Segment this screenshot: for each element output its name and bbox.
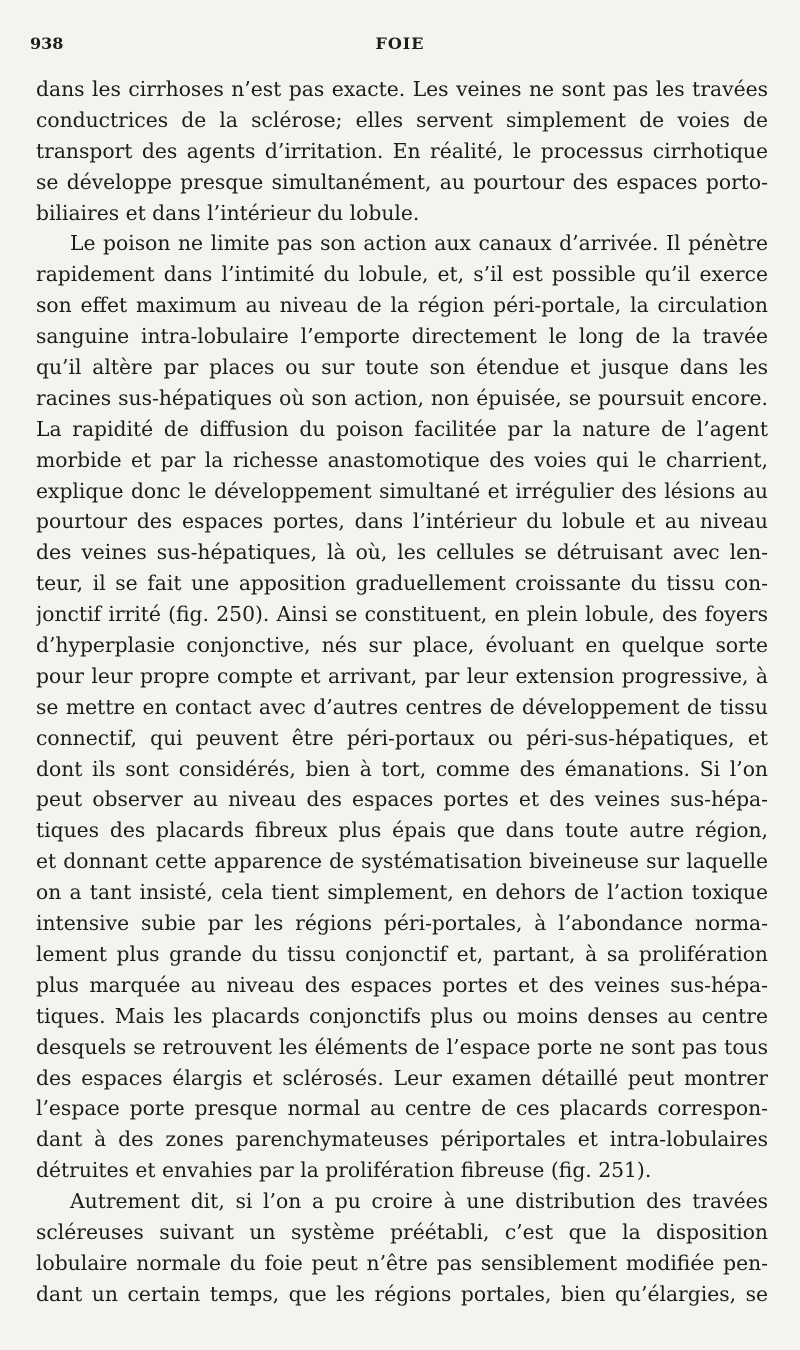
text-line: intensive subie par les régions péri-portales, à l’abondance norma-	[36, 911, 768, 936]
running-head	[30, 34, 770, 58]
page-number: 938	[30, 34, 64, 53]
text-line: et donnant cette apparence de systématisation biveineuse sur laquelle	[36, 849, 768, 874]
text-line: qu’il altère par places ou sur toute son étendue et jusque dans les	[36, 355, 768, 380]
text-line: plus marquée au niveau des espaces portes et des veines sus-hépa-	[36, 972, 768, 997]
text-line: pourtour des espaces portes, dans l’intérieur du lobule et au niveau	[36, 509, 768, 534]
text-line: Autrement dit, si l’on a pu croire à une distribution des travées	[70, 1189, 768, 1214]
text-line: conductrices de la sclérose; elles servent simplement de voies de	[36, 107, 768, 132]
text-line: La rapidité de diffusion du poison facilitée par la nature de l’agent	[36, 416, 768, 441]
text-line: dant un certain temps, que les régions portales, bien qu’élargies, se	[36, 1281, 768, 1306]
text-line: jonctif irrité (fig. 250). Ainsi se constituent, en plein lobule, des foyers	[36, 602, 768, 627]
text-line: détruites et envahies par la prolifération fibreuse (fig. 251).	[36, 1158, 652, 1183]
text-line: dans les cirrhoses n’est pas exacte. Les veines ne sont pas les travées	[36, 77, 768, 101]
text-line: sanguine intra-lobulaire l’emporte directement le long de la travée	[36, 324, 768, 349]
text-line: racines sus-hépatiques où son action, non épuisée, se poursuit encore.	[36, 385, 768, 410]
running-title: FOIE	[375, 34, 425, 53]
text-line: peut observer au niveau des espaces portes et des veines sus-hépa-	[36, 787, 768, 812]
text-line: rapidement dans l’intimité du lobule, et, s’il est possible qu’il exerce	[36, 262, 768, 287]
text-line: se mettre en contact avec d’autres centres de développement de tissu	[36, 694, 768, 719]
text-line: pour leur propre compte et arrivant, par leur extension progressive, à	[36, 663, 768, 688]
text-line: tiques. Mais les placards conjonctifs plus ou moins denses au centre	[36, 1003, 768, 1028]
text-line: lement plus grande du tissu conjonctif et, partant, à sa prolifération	[36, 941, 768, 966]
text-line: transport des agents d’irritation. En réalité, le processus cirrhotique	[36, 138, 768, 163]
text-line: desquels se retrouvent les éléments de l’espace porte ne sont pas tous	[36, 1034, 768, 1059]
text-line: l’espace porte presque normal au centre de ces placards correspon-	[36, 1096, 768, 1121]
text-line: dont ils sont considérés, bien à tort, comme des émanations. Si l’on	[36, 756, 768, 781]
text-line: des espaces élargis et sclérosés. Leur examen détaillé peut montrer	[36, 1065, 768, 1090]
text-line: on a tant insisté, cela tient simplement, en dehors de l’action toxique	[36, 880, 768, 905]
text-line: morbide et par la richesse anastomotique des voies qui le charrient,	[36, 447, 768, 472]
text-line: Le poison ne limite pas son action aux canaux d’arrivée. Il pénètre	[70, 231, 768, 256]
text-line: son effet maximum au niveau de la région péri-portale, la circulation	[36, 293, 768, 318]
text-line: dant à des zones parenchymateuses périportales et intra-lobulaires	[36, 1127, 768, 1152]
text-line: lobulaire normale du foie peut n’être pas sensiblement modifiée pen-	[36, 1250, 768, 1275]
text-line: des veines sus-hépatiques, là où, les cellules se détruisant avec len-	[36, 540, 768, 565]
text-line: teur, il se fait une apposition graduellement croissante du tissu con-	[36, 571, 768, 596]
text-line: d’hyperplasie conjonctive, nés sur place, évoluant en quelque sorte	[36, 633, 768, 658]
text-line: biliaires et dans l’intérieur du lobule.	[36, 200, 420, 225]
text-line: scléreuses suivant un système préétabli, c’est que la disposition	[36, 1219, 768, 1244]
text-line: explique donc le développement simultané et irrégulier des lésions au	[36, 478, 768, 503]
text-line: tiques des placards fibreux plus épais que dans toute autre région,	[36, 818, 768, 843]
text-line: se développe presque simultanément, au pourtour des espaces porto-	[36, 169, 768, 194]
body-text	[36, 74, 768, 1310]
text-line: connectif, qui peuvent être péri-portaux ou péri-sus-hépatiques, et	[36, 725, 768, 750]
